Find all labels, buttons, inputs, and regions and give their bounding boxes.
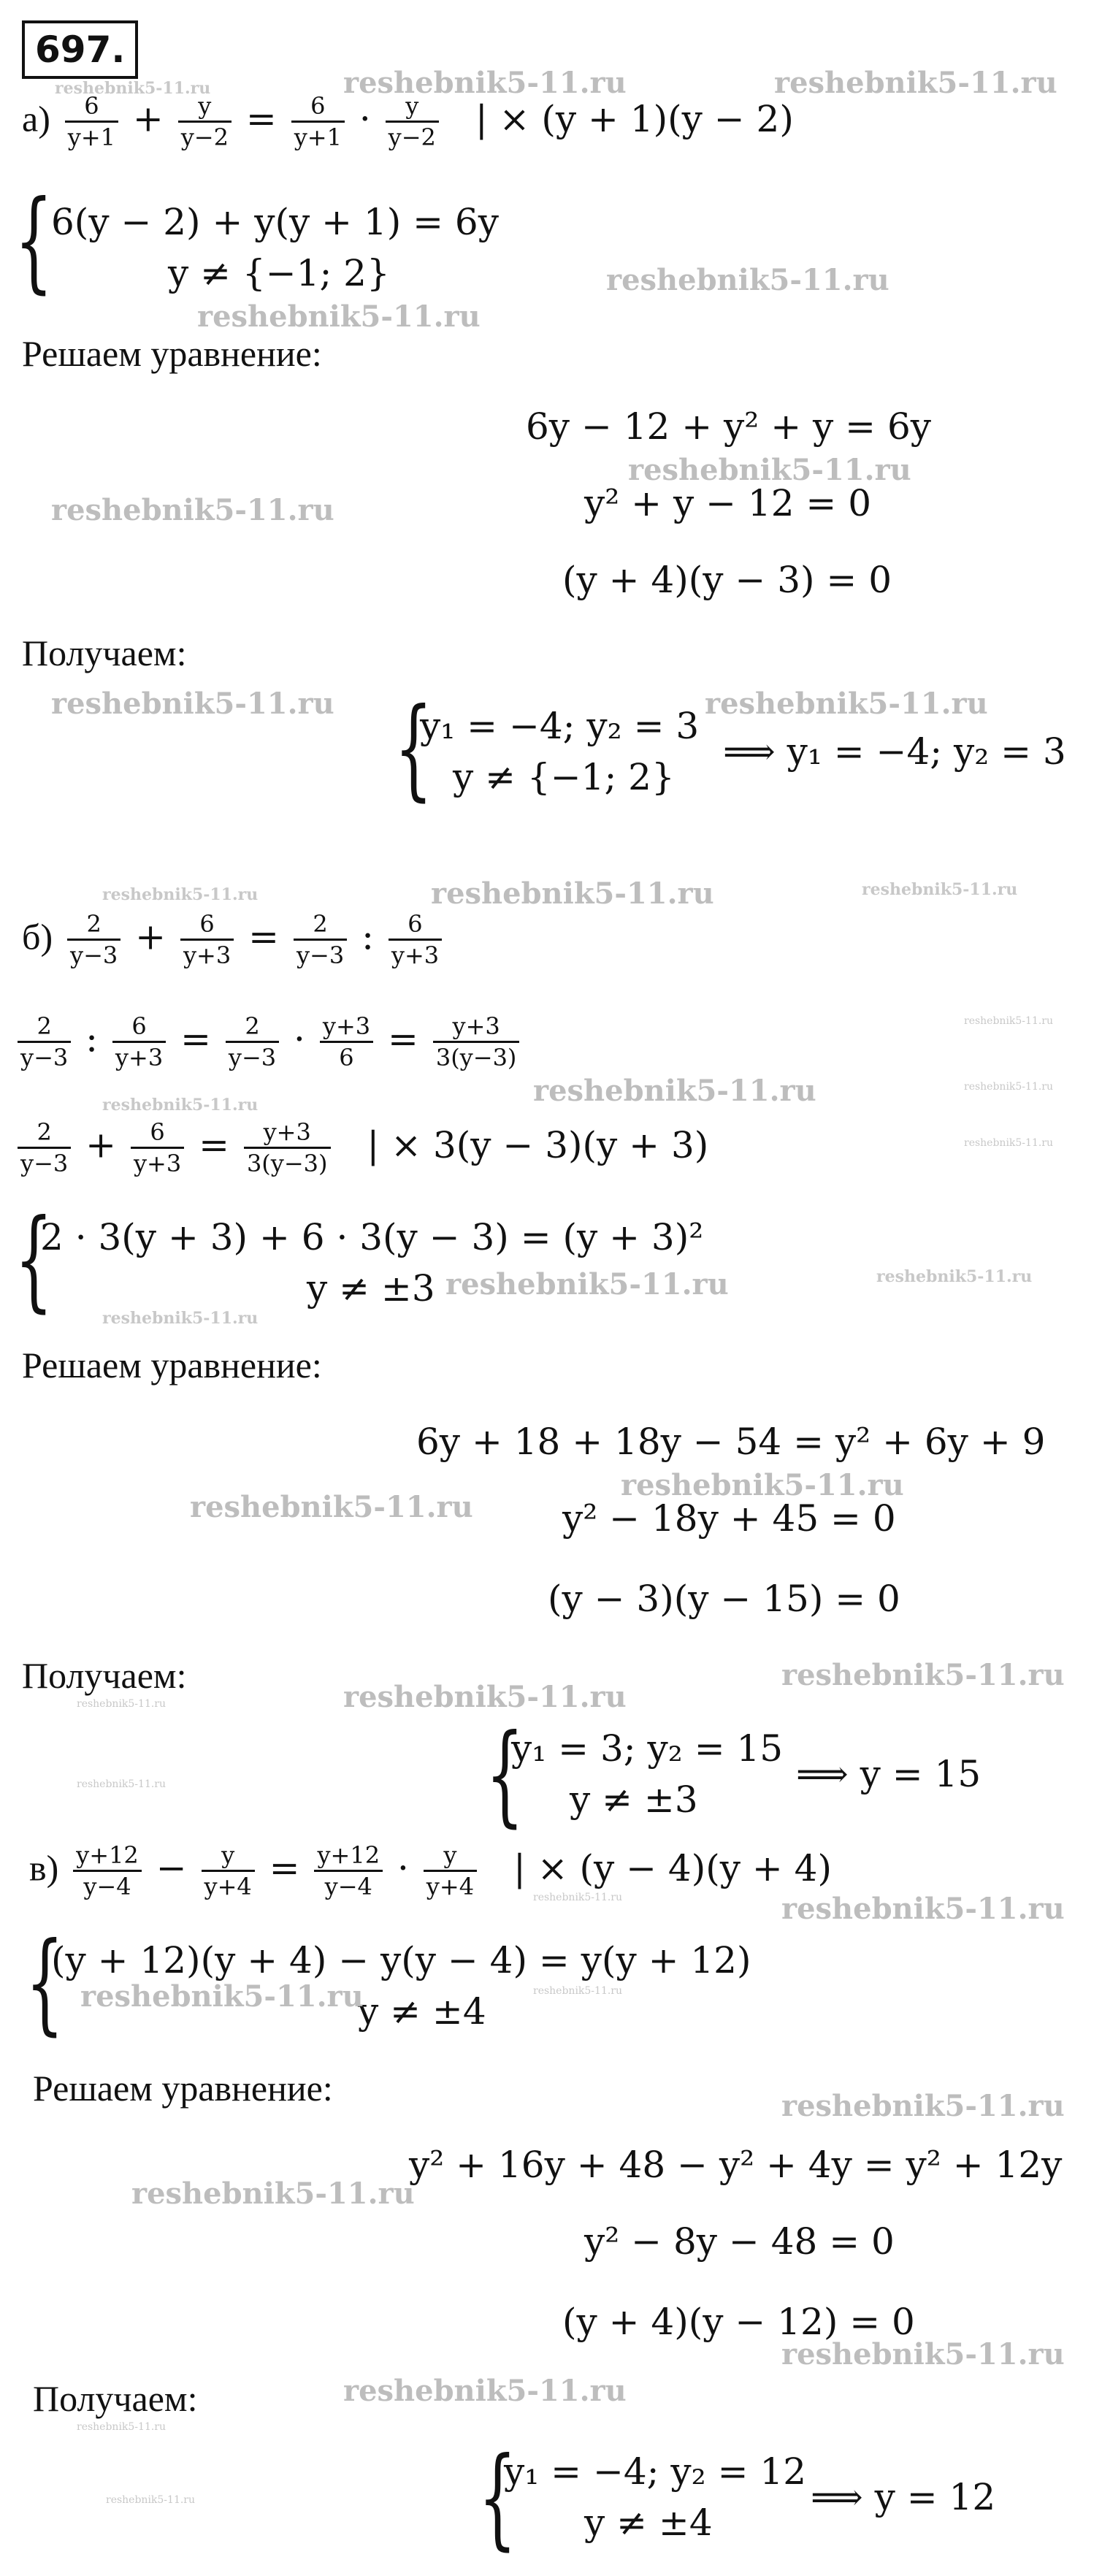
fraction: $\frac{y}{y-2}$ <box>386 91 439 152</box>
watermark: reshebnik5-11.ru <box>343 2374 627 2408</box>
part-c-result-line1: y₁ = −4; y₂ = 12 <box>504 2450 807 2493</box>
fraction: $\frac{y}{y+4}$ <box>202 1841 255 1901</box>
part-b-equation: б) $\frac{2}{y-3}$ + $\frac{6}{y+3}$ = $\frac{2}{y-3}$ : $\frac{6}{y+3}$ <box>22 909 445 970</box>
part-a-result-line2: y ≠ {−1; 2} <box>453 756 675 798</box>
fraction: $\frac{6}{y+1}$ <box>65 91 118 152</box>
watermark: reshebnik5-11.ru <box>55 79 211 98</box>
watermark: reshebnik5-11.ru <box>77 1778 167 1790</box>
part-c-equation: в) $\frac{y+12}{y-4}$ − $\frac{y}{y+4}$ = $\frac{y+12}{y-4}$ · $\frac{y}{y+4}$ | × (y − 4)(y + 4) <box>29 1841 832 1900</box>
watermark: reshebnik5-11.ru <box>343 1680 627 1714</box>
part-c-solve-label: Решаем уравнение: <box>33 2068 333 2109</box>
watermark: reshebnik5-11.ru <box>781 1892 1065 1926</box>
part-a-step2: y² + y − 12 = 0 <box>584 482 872 524</box>
watermark: reshebnik5-11.ru <box>106 2494 196 2506</box>
part-b-step3: (y − 3)(y − 15) = 0 <box>548 1578 900 1620</box>
watermark: reshebnik5-11.ru <box>533 1892 623 1903</box>
system-brace: { <box>394 685 433 812</box>
system-brace: { <box>478 2434 517 2561</box>
system-brace: { <box>486 1711 524 1838</box>
watermark: reshebnik5-11.ru <box>533 1074 816 1108</box>
watermark: reshebnik5-11.ru <box>781 2337 1065 2371</box>
watermark: reshebnik5-11.ru <box>77 1698 167 1710</box>
watermark: reshebnik5-11.ru <box>102 1096 259 1115</box>
watermark: reshebnik5-11.ru <box>77 2421 167 2433</box>
multiplier: | × (y + 1)(y − 2) <box>475 97 794 140</box>
part-a-get-label: Получаем: <box>22 632 187 673</box>
watermark: reshebnik5-11.ru <box>774 66 1057 100</box>
part-b-system-line2: y ≠ ±3 <box>307 1267 435 1310</box>
watermark: reshebnik5-11.ru <box>781 2089 1065 2123</box>
part-b-step1: 6y + 18 + 18y − 54 = y² + 6y + 9 <box>416 1421 1046 1463</box>
fraction: $\frac{y}{y+4}$ <box>424 1841 477 1901</box>
part-b-system-line1: 2 · 3(y + 3) + 6 · 3(y − 3) = (y + 3)² <box>40 1216 704 1258</box>
part-a-system-line1: 6(y − 2) + y(y + 1) = 6y <box>51 201 499 243</box>
part-b-result-line1: y₁ = 3; y₂ = 15 <box>511 1727 784 1770</box>
part-a-label: а) <box>22 98 50 139</box>
multiplier: | × (y − 4)(y + 4) <box>513 1846 832 1889</box>
part-c-label: в) <box>29 1847 59 1889</box>
part-c-system-line1: (y + 12)(y + 4) − y(y − 4) = y(y + 12) <box>51 1939 751 1981</box>
problem-number: 697. <box>22 20 138 79</box>
watermark: reshebnik5-11.ru <box>445 1267 729 1302</box>
part-a-equation: а) $\frac{6}{y+1}$ + $\frac{y}{y-2}$ = $\frac{6}{y+1}$ · $\frac{y}{y-2}$ | × (y + 1)(y − 2) <box>22 92 794 151</box>
watermark: reshebnik5-11.ru <box>102 1309 259 1328</box>
watermark: reshebnik5-11.ru <box>606 263 889 297</box>
watermark: reshebnik5-11.ru <box>964 1015 1054 1027</box>
system-brace: { <box>15 177 53 305</box>
part-c-step3: (y + 4)(y − 12) = 0 <box>562 2301 915 2343</box>
part-c-system-line2: y ≠ ±4 <box>358 1990 486 2033</box>
watermark: reshebnik5-11.ru <box>705 687 988 721</box>
part-c-get-label: Получаем: <box>33 2378 198 2419</box>
part-a-final: ⟹ y₁ = −4; y₂ = 3 <box>723 730 1066 773</box>
system-brace: { <box>26 1919 64 2046</box>
part-b-line2: $\frac{2}{y-3}$ : $\frac{6}{y+3}$ = $\frac{2}{y-3}$ · $\frac{y+3}{6}$ = $\frac{y+3}{3(y-3)}$ <box>15 1012 522 1072</box>
watermark: reshebnik5-11.ru <box>628 453 911 487</box>
watermark: reshebnik5-11.ru <box>964 1137 1054 1149</box>
watermark: reshebnik5-11.ru <box>51 493 334 527</box>
part-c-step1: y² + 16y + 48 − y² + 4y = y² + 12y <box>409 2144 1063 2186</box>
fraction: $\frac{2}{y-3}$ <box>294 909 347 970</box>
part-b-step2: y² − 18y + 45 = 0 <box>562 1497 896 1540</box>
watermark: reshebnik5-11.ru <box>876 1267 1033 1286</box>
fraction: $\frac{6}{y+1}$ <box>291 91 345 152</box>
watermark: reshebnik5-11.ru <box>862 880 1018 899</box>
part-c-result-line2: y ≠ ±4 <box>584 2502 713 2544</box>
watermark: reshebnik5-11.ru <box>51 687 334 721</box>
part-b-result-line2: y ≠ ±3 <box>570 1778 698 1821</box>
part-a-solve-label: Решаем уравнение: <box>22 333 322 374</box>
fraction: $\frac{y+12}{y-4}$ <box>73 1841 142 1901</box>
watermark: reshebnik5-11.ru <box>964 1081 1054 1093</box>
part-a-step1: 6y − 12 + y² + y = 6y <box>526 405 932 448</box>
system-brace: { <box>15 1196 53 1323</box>
part-a-step3: (y + 4)(y − 3) = 0 <box>562 559 892 601</box>
watermark: reshebnik5-11.ru <box>621 1468 904 1502</box>
watermark: reshebnik5-11.ru <box>102 885 259 904</box>
part-b-solve-label: Решаем уравнение: <box>22 1345 322 1386</box>
part-b-label: б) <box>22 916 53 958</box>
watermark: reshebnik5-11.ru <box>533 1985 623 1997</box>
watermark: reshebnik5-11.ru <box>781 1658 1065 1692</box>
fraction: $\frac{y}{y-2}$ <box>178 91 232 152</box>
watermark: reshebnik5-11.ru <box>80 1979 364 2014</box>
part-b-line3: $\frac{2}{y-3}$ + $\frac{6}{y+3}$ = $\frac{y+3}{3(y-3)}$ | × 3(y − 3)(y + 3) <box>15 1117 708 1178</box>
fraction: $\frac{6}{y+3}$ <box>180 909 234 970</box>
part-a-result-line1: y₁ = −4; y₂ = 3 <box>420 705 700 747</box>
fraction: $\frac{2}{y-3}$ <box>67 909 120 970</box>
part-b-get-label: Получаем: <box>22 1655 187 1696</box>
fraction: $\frac{6}{y+3}$ <box>389 909 442 970</box>
watermark: reshebnik5-11.ru <box>431 876 714 911</box>
part-c-step2: y² − 8y − 48 = 0 <box>584 2220 895 2263</box>
fraction: $\frac{y+12}{y-4}$ <box>314 1841 383 1901</box>
part-a-system-line2: y ≠ {−1; 2} <box>168 252 390 294</box>
watermark: reshebnik5-11.ru <box>343 66 627 100</box>
part-b-final: ⟹ y = 15 <box>796 1753 982 1795</box>
part-c-final: ⟹ y = 12 <box>811 2476 996 2518</box>
watermark: reshebnik5-11.ru <box>190 1490 473 1524</box>
watermark: reshebnik5-11.ru <box>197 299 481 334</box>
watermark: reshebnik5-11.ru <box>131 2176 415 2211</box>
